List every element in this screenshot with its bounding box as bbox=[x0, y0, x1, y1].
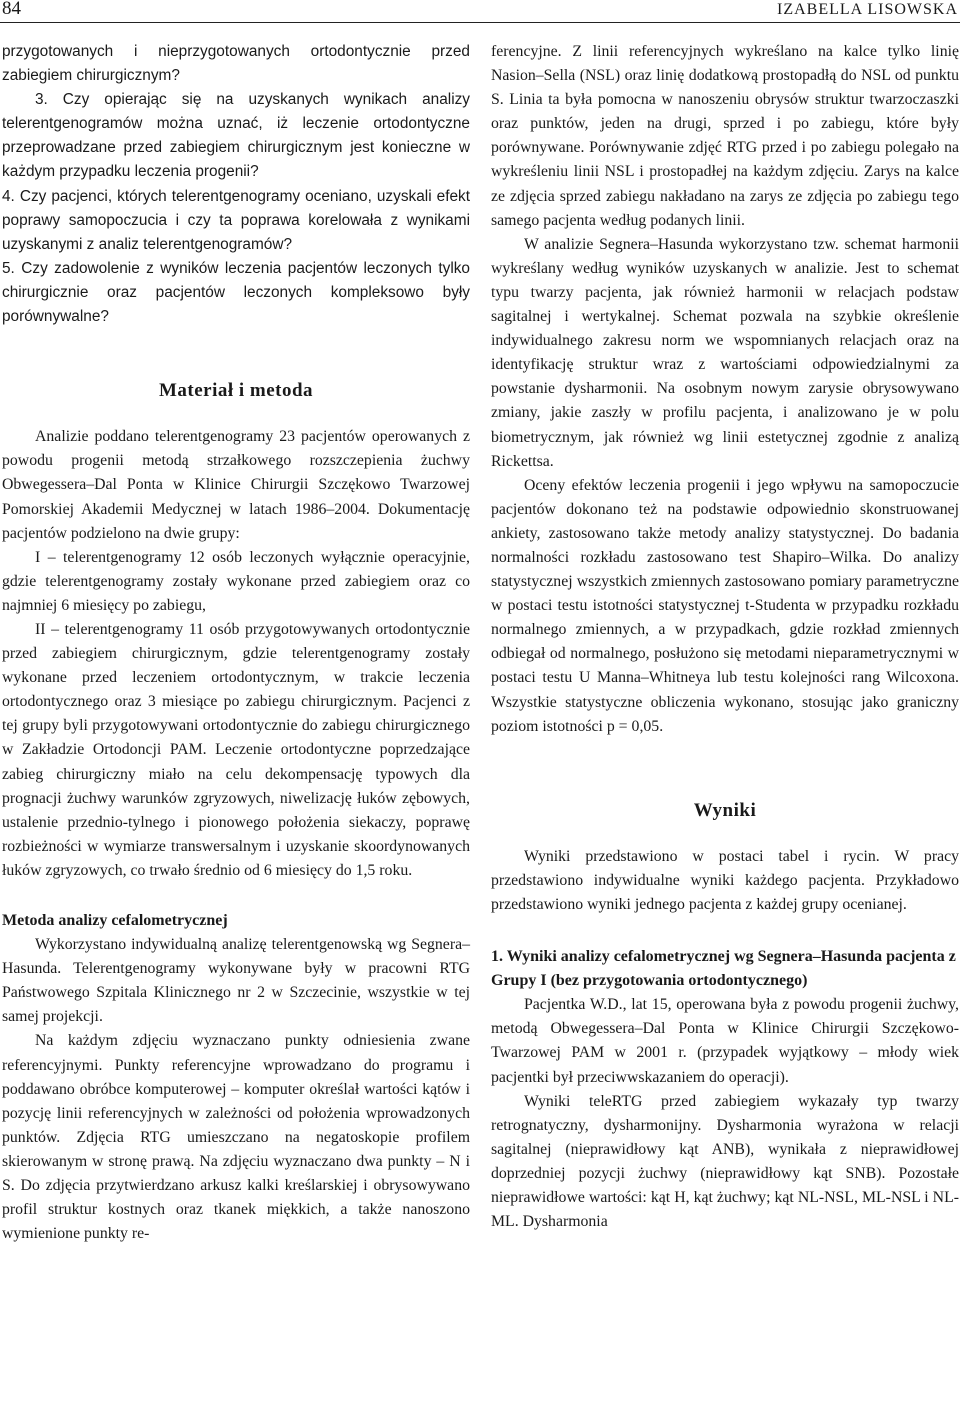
result-1-paragraph-1: Pacjentka W.D., lat 15, operowana była z powodu progenii żuchwy, metodą Obwegessera–Dal Ponta w Klinice Chirurgii Szczękowo-Twarzowej PAM w 2001 r. (przypadek wyjątkowy – młody wiek pacjentki był przeciwwskazaniem do operacji). bbox=[491, 996, 959, 1086]
subheading-result-1: 1. Wyniki analizy cefalometrycznej wg Segnera–Hasunda pacjenta z Grupy I (bez przygotowania ortodontycznego) bbox=[491, 948, 956, 990]
question-3: 3. Czy opierając się na uzyskanych wynikach analizy telerentgenogramów można uznać, iż leczenie ortodontyczne przeprowadzane przed zabiegiem chirurgicznym jest konieczne w każdym przypadku leczenia progenii? bbox=[2, 91, 470, 181]
left-column bbox=[2, 40, 470, 1246]
group-2-description: II – telerentgenogramy 11 osób przygotowywanych ortodontycznie przed zabiegiem chirurgicznym, gdzie telerentgenogramy zostały wykonane przed leczeniem ortodontycznym, w trakcie leczenia ortodontycznego oraz 3 miesiące po zabiegu chirurgicznym. Pacjenci z tej grupy byli przygotowywani ortodontycznie do zabiegu chirurgicznego w Zakładzie Ortodoncji PAM. Leczenie ortodontyczne poprzedzające zabieg chirurgiczny miało na celu dekompensację typowych dla prognacji żuchwy warunków zgryzowych, niwelizację łuków zębowych, ustalenie przednio-tylnego i pionowego położenia siekaczy, poprawę rozbieżności w wymiarze transwersalnym i uzyskanie skoordynowanych łuków zgryzowych, co trwało średnio od 6 miesięcy do 1,5 roku. bbox=[2, 620, 470, 879]
running-head: IZABELLA LISOWSKA bbox=[777, 1, 958, 18]
right-column bbox=[491, 40, 959, 1234]
result-1-paragraph-2: Wyniki teleRTG przed zabiegiem wykazały typ twarzy retrognatyczny, dysharmonijny. Dysharmonia wyrażona w relacji sagitalnej (nieprawidłowy kąt ANB), wynikała z nieprawidłowej doprzedniej pozycji żuchwy (nieprawidłowy kąt SNB). Pozostałe nieprawidłowe wartości: kąt H, kąt żuchwy; kąt NL-NSL, ML-NSL i NL-ML. Dysharmonia bbox=[491, 1092, 959, 1231]
group-1-description: I – telerentgenogramy 12 osób leczonych wyłącznie operacyjnie, gdzie telerentgenogramy zostały wykonane przed zabiegiem oraz co najmniej 6 miesięcy po zabiegu, bbox=[2, 548, 470, 614]
subheading-cephalometric-method: Metoda analizy cefalometrycznej bbox=[2, 912, 228, 929]
cephalometric-paragraph-1: Wykorzystano indywidualną analizę telerentgenowską wg Segnera–Hasunda. Telerentgenogramy wykonywane były w pracowni RTG Państwowego Szpitala Klinicznego nr 2 w Szczecinie, wszystkie w tej samej projekcji. bbox=[2, 936, 470, 1026]
page-header bbox=[0, 0, 960, 23]
question-4: 4. Czy pacjenci, których telerentgenogramy oceniano, uzyskali efekt poprawy samopoczucia i czy ta poprawa korelowała z wynikami uzyskanymi z analiz telerentgenogramów? bbox=[2, 187, 470, 253]
cephalometric-paragraph-4: Oceny efektów leczenia progenii i jego wpływu na samopoczucie pacjentów dokonano też na podstawie odpowiednio skonstruowanej ankiety, zastosowano także metody analizy statystycznej. Do badania normalności rozkładu zastosowano test Shapiro–Wilka. Do analizy statystycznej wszystkich zmiennych zastosowano pomiary parametryczne w postaci testu istotności statystycznej t-Studenta w przypadku rozkładu normalnego zmiennych, a w przypadkach, gdzie rozkład zmiennych odbiegał od normalnego, posłużono się metodami nieparametrycznymi w postaci testu U Manna–Whitneya lub testu kolejności rang Wilcoxona. Wszystkie statystyczne obliczenia wykonano, stosując jako graniczny poziom istotności p = 0,05. bbox=[491, 476, 959, 735]
section-heading-results: Wyniki bbox=[693, 799, 757, 821]
cephalometric-paragraph-2-continued: ferencyjne. Z linii referencyjnych wykreślano na kalce tylko linię Nasion–Sella (NSL) oraz linię dodatkową prostopadłą do NSL od punktu S. Linia ta była pomocna w nanoszeniu obrysów struktur twarzoczaszki oraz punktów, jeden na drugi, sprzed i po zabiegu, które były porównywane. Porównywanie zdjęć RTG przed i po zabiegu polegało na wykreśleniu linii NSL i prostopadłej na każdym zdjęciu. Zarys na kalce ze zdjęcia sprzed zabiegu nakładano na zarys ze zdjęcia po zabiegu tego samego pacjenta według podanych linii. bbox=[491, 43, 959, 229]
methods-paragraph: Analizie poddano telerentgenogramy 23 pacjentów operowanych z powodu progenii metodą strzałkowego rozszczepienia żuchwy Obwegessera–Dal Ponta w Klinice Chirurgii Szczękowo Twarzowej Pomorskiej Akademii Medycznej w latach 1986–2004. Dokumentację pacjentów podzielono na dwie grupy: bbox=[2, 428, 470, 542]
question-2-tail: przygotowanych i nieprzygotowanych ortodontycznie przed zabiegiem chirurgicznym? bbox=[2, 43, 470, 85]
page-number: 84 bbox=[2, 0, 21, 19]
question-5: 5. Czy zadowolenie z wyników leczenia pacjentów leczonych tylko chirurgicznie oraz pacjentów leczonych kompleksowo były porównywalne? bbox=[2, 259, 470, 326]
cephalometric-paragraph-2: Na każdym zdjęciu wyznaczano punkty odniesienia zwane referencyjnymi. Punkty referencyjne wprowadzano do programu i poddawano obróbce komputerowej – komputer określał wartości kątów i pozycję linii referencyjnych w zależności od położenia wprowadzonych punktów. Zdjęcia RTG umieszczano na negatoskopie profilem skierowanym w stronę prawą. Na zdjęciu wyznaczano dwa punkty – N i S. Do zdjęcia przytwierdzano arkusz kalki kreślarskiej i obrysowywano profil struktur kostnych oraz tkanek miękkich, a także nanoszono wymienione punkty re- bbox=[2, 1032, 470, 1243]
section-heading-methods: Materiał i metoda bbox=[158, 380, 314, 402]
cephalometric-paragraph-3: W analizie Segnera–Hasunda wykorzystano tzw. schemat harmonii wykreślany według wyników uzyskanych w analizie. Jest to schemat typu twarzy pacjenta, jak również harmonii w relacjach podstaw sagitalnej i wertykalnej. Schemat pozwala na szybkie określenie indywidualnego zakresu norm we wspomnianych relacjach oraz na identyfikację struktur wraz z wartościami odpowiedzialnymi za powstanie dysharmonii. Na osobnym nowym zarysie obrysowywano zmiany, jakie zaszły w profilu pacjenta, i analizowano je w polu biometrycznym, jak również wg linii estetycznej zgodnie z analizą Rickettsa. bbox=[491, 235, 959, 470]
results-paragraph: Wyniki przedstawiono w postaci tabel i rycin. W pracy przedstawiono indywidualne wyniki każdego pacjenta. Przykładowo przedstawiono wyniki jednego pacjenta z każdej grupy ocenianej. bbox=[491, 847, 959, 913]
